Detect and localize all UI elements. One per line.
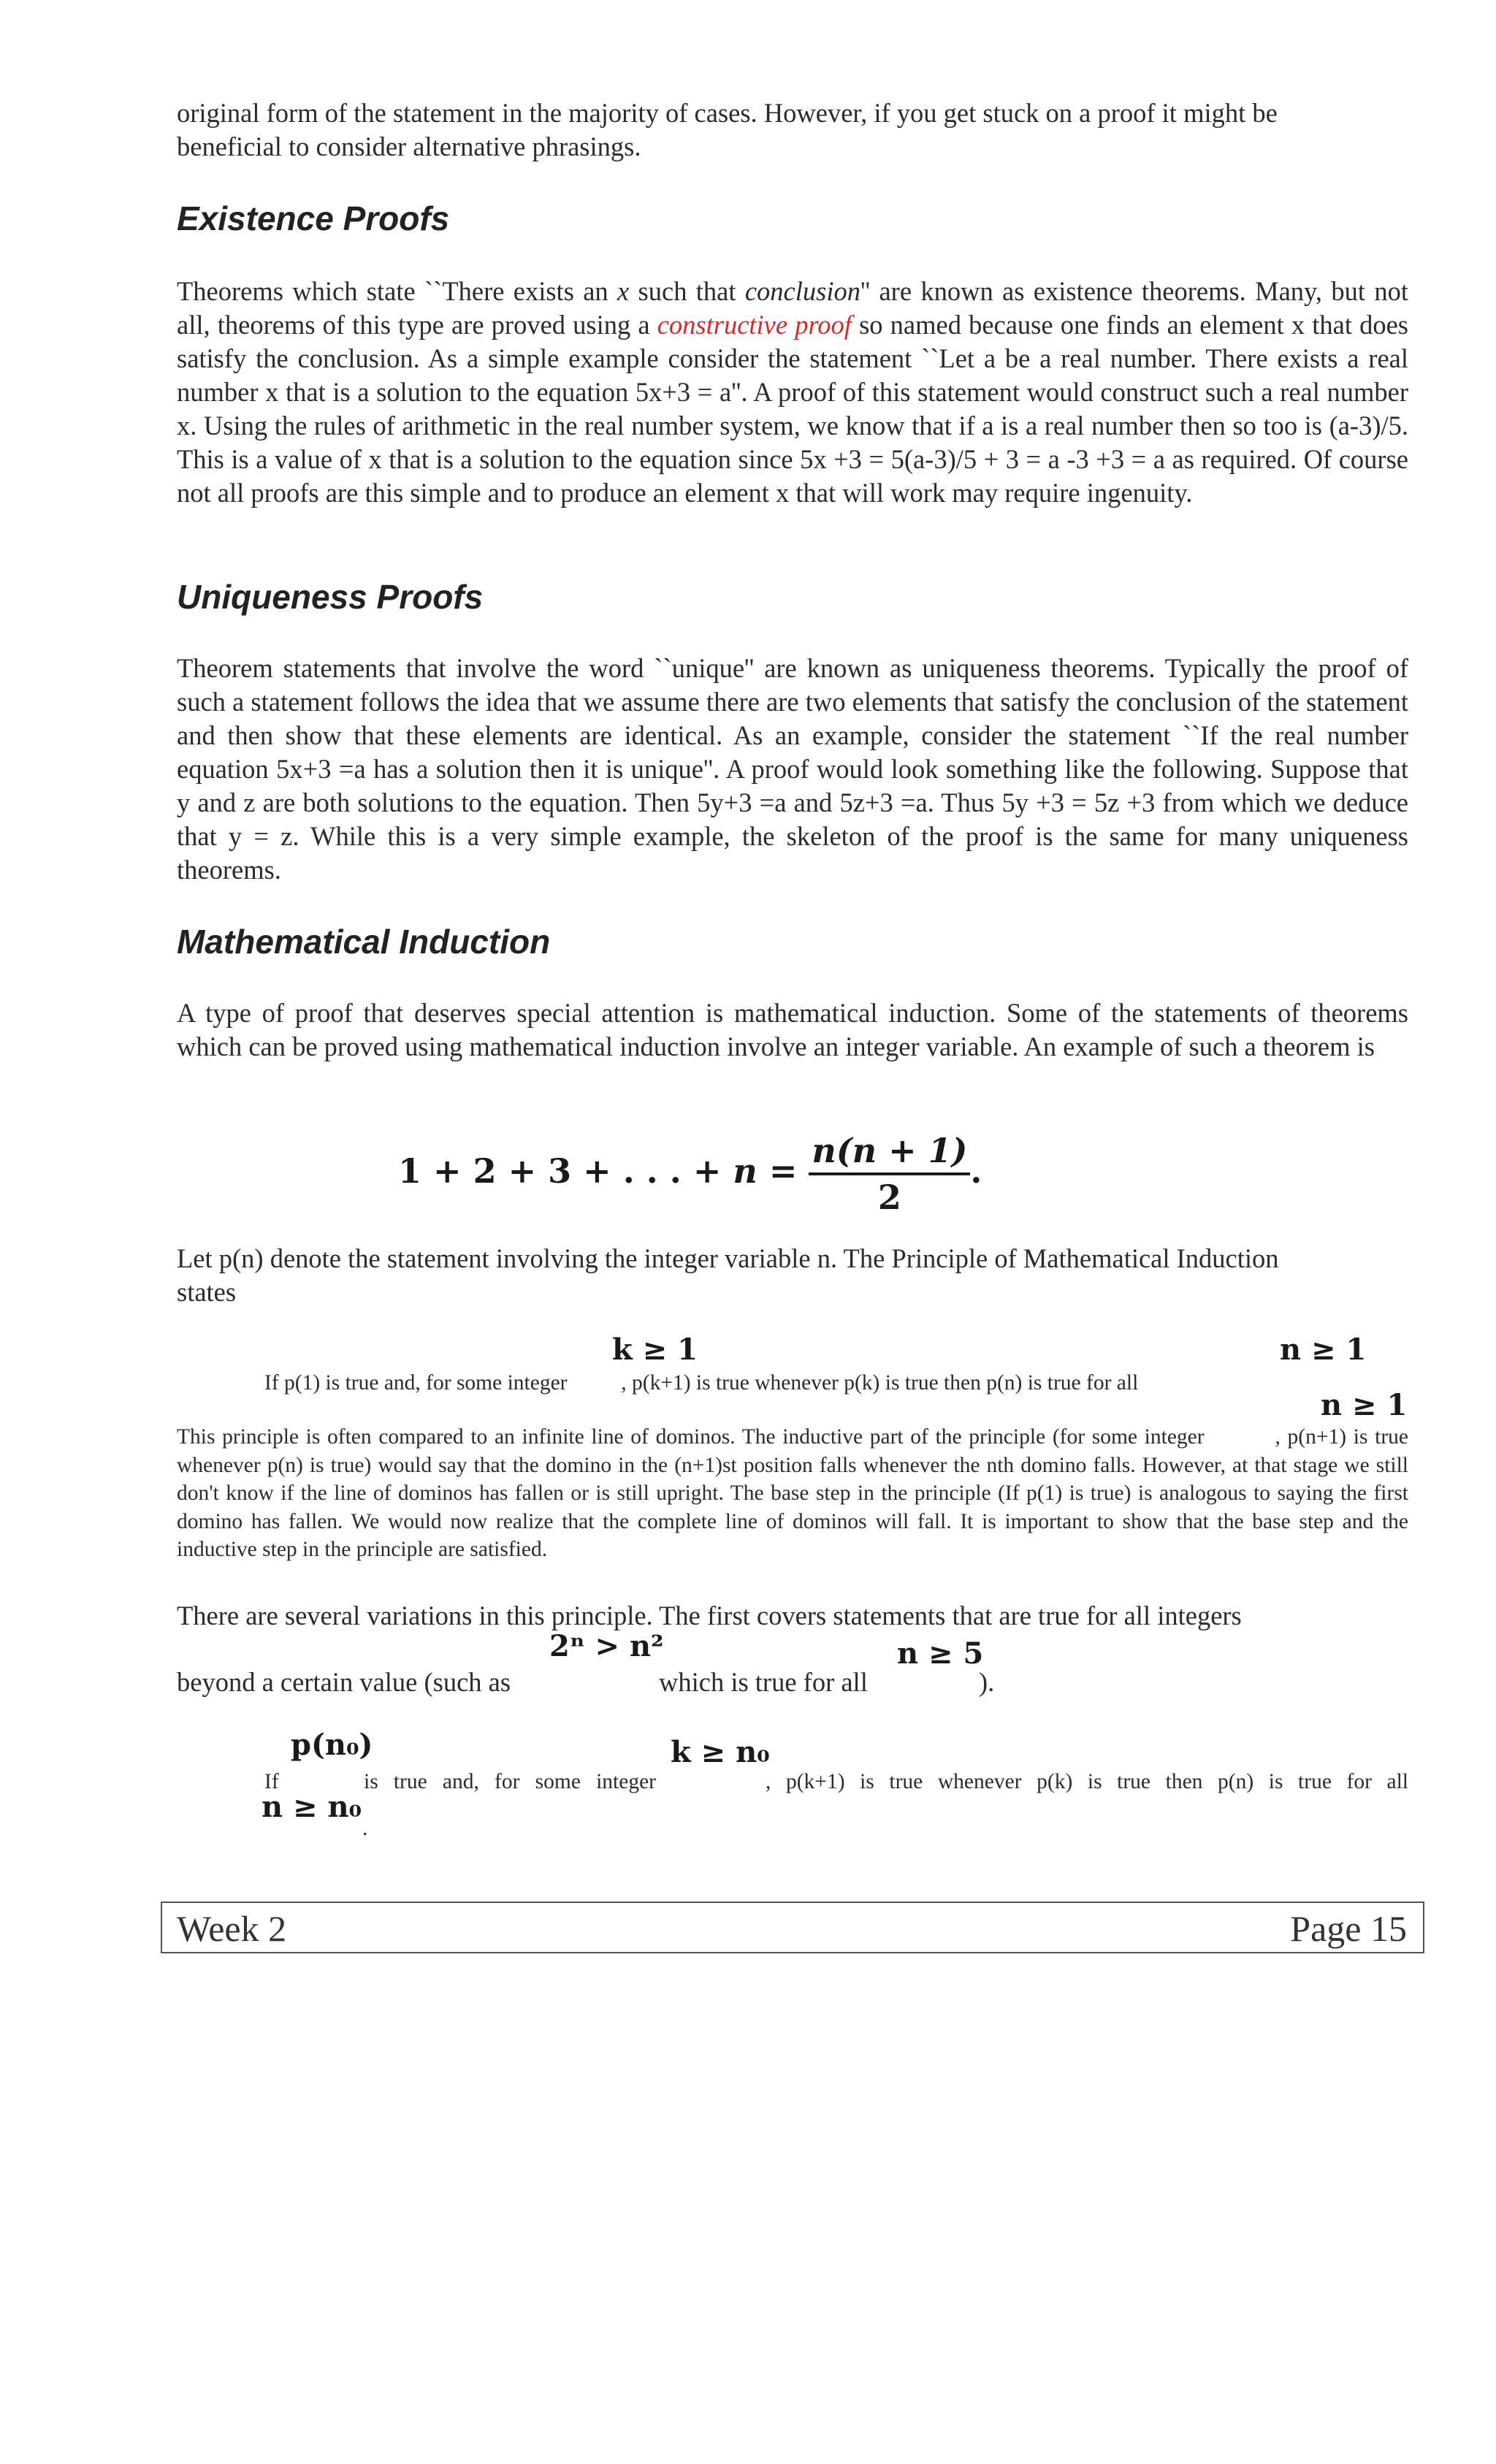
variations-line-2 xyxy=(177,1666,511,1699)
principle2-rest: , p(k+1) is true whenever p(k) is true then p(n) is true for all xyxy=(766,1770,1408,1793)
existence-text-mid1: such that xyxy=(629,276,745,306)
uniqueness-paragraph: Theorem statements that involve the word ``unique'' are known as uniqueness theorems. Typically the proof of such a statement follows the idea that we assume there are two elements that satisfy the conclusion of the statement and then show that these elements are identical. As an example, consider the statement ``If the real number equation 5x+3 =a has a solution then it is unique''. A proof would look something like the following. Suppose that y and z are both solutions to the equation. Then 5y+3 =a and 5z+3 =a. Thus 5y +3 = 5z +3 from which we deduce that y = z. While this is a very simple example, the skeleton of the proof is the same for many uniqueness theorems. xyxy=(177,653,1408,885)
sum-formula-n: n xyxy=(733,1151,757,1191)
mathematical-induction-heading: Mathematical Induction xyxy=(177,923,551,961)
sum-formula-fraction xyxy=(809,1129,970,1219)
p-n0-math: p(n₀) xyxy=(291,1728,373,1762)
footer-page-number: Page 15 xyxy=(1290,1908,1407,1949)
principle-statement: If p(1) is true and, for some integer , p(k+1) is true whenever p(k) is true then p(n) is true for all xyxy=(264,1371,1139,1395)
principle2-period: . xyxy=(362,1817,368,1840)
variations-line-2c: ). xyxy=(979,1667,995,1697)
constructive-proof-link[interactable]: constructive proof xyxy=(657,310,852,340)
sum-formula-lhs: 1 + 2 + 3 + . . . + xyxy=(398,1151,733,1191)
domino-paragraph: This principle is often compared to an infinite line of dominos. The inductive part of the principle (for some integer , p(n+1) is true whenever p(n) is true) would say that the domino in the (n+1)st position falls whenever the nth domino falls. However, at that stage we still don't know if the line of dominos has fallen or is still upright. The base step in the principle (If p(1) is true) is analogous to saying the first domino has fallen. We would now realize that the complete line of dominos will fall. It is important to show that the base step and the inductive step in the principle are satisfied. xyxy=(177,1425,1414,1561)
n-ge-1-math-b: n ≥ 1 xyxy=(1321,1388,1408,1422)
principle2-mid: is true and, for some integer xyxy=(364,1770,656,1793)
sum-formula-numerator: n(n + 1) xyxy=(809,1129,970,1175)
variations-line-2b: which is true for all xyxy=(659,1667,868,1697)
n-ge-5-math: n ≥ 5 xyxy=(897,1636,984,1671)
sum-formula xyxy=(398,1129,982,1219)
let-line-2: states xyxy=(177,1277,237,1307)
intro-paragraph xyxy=(177,96,1408,164)
existence-text-mid2: '' are known as existence theorems. Many, but not all, theorems of this type are proved using a xyxy=(177,276,1408,340)
k-ge-1-math: k ≥ 1 xyxy=(612,1332,698,1367)
existence-paragraph xyxy=(177,275,1408,510)
induction-paragraph: A type of proof that deserves special attention is mathematical induction. Some of the statements of theorems which can be proved using mathematical induction involve an integer variable. An example of such a theorem is xyxy=(177,998,1408,1061)
existence-x-var: x xyxy=(617,276,630,306)
intro-line-2: beneficial to consider alternative phrasings. xyxy=(177,131,641,161)
sum-formula-equals: = xyxy=(757,1151,809,1191)
existence-conclusion-term: conclusion xyxy=(744,276,860,306)
footer-week-label: Week 2 xyxy=(177,1908,287,1949)
n-ge-1-math-a: n ≥ 1 xyxy=(1280,1332,1367,1367)
existence-text-rest: so named because one finds an element x that does satisfy the conclusion. As a simple example consider the statement ``Let a be a real number. There exists a real number x that is a solution to the equation 5x+3 = a''. A proof of this statement would construct such a real number x. Using the rules of arithmetic in the real number system, we know that if a is a real number then so too is (a-3)/5. This is a value of x that is a solution to the equation since 5x +3 = 5(a-3)/5 + 3 = a -3 +3 = a as required. Of course not all proofs are this simple and to produce an element x that will work may require ingenuity. xyxy=(177,310,1408,508)
k-ge-n0-math: k ≥ n₀ xyxy=(671,1735,770,1769)
variations-text-a: beyond a certain value (such as xyxy=(177,1667,511,1697)
variations-line-1: There are several variations in this principle. The first covers statements that are true for all integers xyxy=(177,1601,1242,1630)
sum-formula-denominator: 2 xyxy=(877,1178,901,1217)
sum-formula-period: . xyxy=(970,1151,982,1191)
n-ge-n0-math: n ≥ n₀ xyxy=(262,1790,362,1824)
principle2-if: If xyxy=(264,1770,279,1793)
page-footer xyxy=(161,1902,1424,1953)
two-pow-n-math: 2ⁿ > n² xyxy=(549,1629,664,1663)
existence-text-start: Theorems which state ``There exists an xyxy=(177,276,618,306)
let-line-1: Let p(n) denote the statement involving the integer variable n. The Principle of Mathematical Induction xyxy=(177,1243,1279,1273)
intro-line-1: original form of the statement in the majority of cases. However, if you get stuck on a proof it might be xyxy=(177,98,1278,128)
let-p-paragraph xyxy=(177,1242,1408,1309)
existence-proofs-heading: Existence Proofs xyxy=(177,199,450,237)
uniqueness-proofs-heading: Uniqueness Proofs xyxy=(177,578,484,616)
